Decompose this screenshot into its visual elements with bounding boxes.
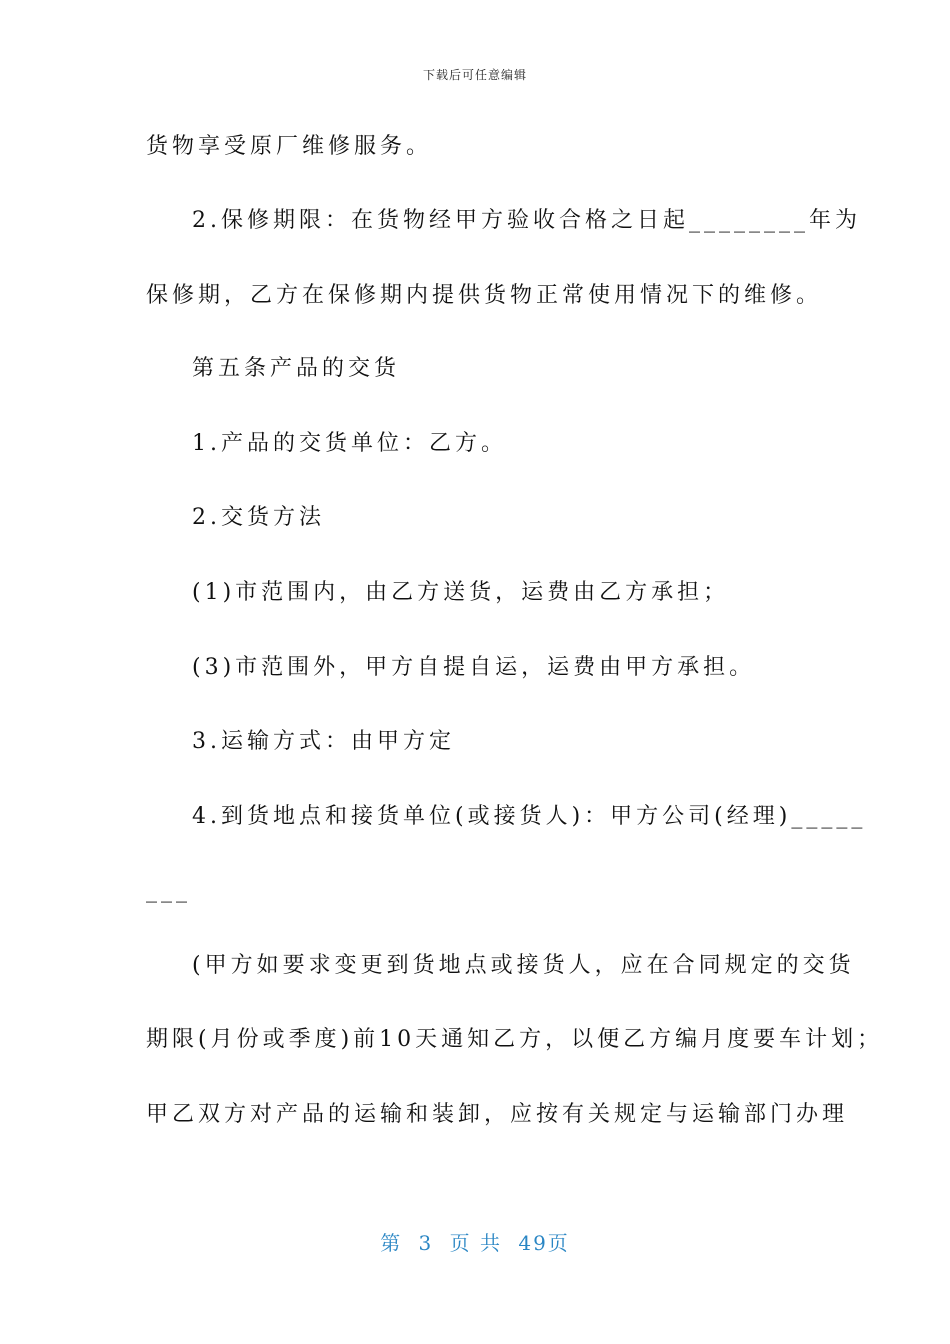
- body-line-5: 1.产品的交货单位：乙方。: [192, 431, 507, 456]
- body-line-10: 4.到货地点和接货单位(或接货人)：甲方公司(经理)_____: [192, 804, 867, 829]
- section-heading: 第五条产品的交货: [192, 356, 401, 381]
- body-line-14: 甲乙双方对产品的运输和装卸，应按有关规定与运输部门办理: [146, 1102, 849, 1127]
- body-line-2: 2.保修期限：在货物经甲方验收合格之日起________年为: [192, 208, 861, 233]
- footer-current-page: 3: [418, 1231, 434, 1255]
- footer-total-pages: 49页: [518, 1231, 570, 1255]
- body-line-1: 货物享受原厂维修服务。: [146, 134, 433, 159]
- body-line-13: 期限(月份或季度)前10天通知乙方，以便乙方编月度要车计划；: [146, 1027, 884, 1052]
- body-line-9: 3.运输方式：由甲方定: [192, 729, 455, 754]
- body-line-11: ___: [146, 878, 191, 903]
- page-header-note: 下载后可任意编辑: [422, 68, 527, 82]
- body-line-3: 保修期，乙方在保修期内提供货物正常使用情况下的维修。: [146, 283, 823, 308]
- page-footer: [0, 1227, 950, 1256]
- footer-middle: 页 共: [449, 1231, 502, 1255]
- footer-prefix: 第: [380, 1231, 403, 1255]
- body-line-8: (3)市范围外，甲方自提自运，运费由甲方承担。: [192, 655, 756, 680]
- body-line-12: (甲方如要求变更到货地点或接货人，应在合同规定的交货: [192, 953, 855, 978]
- body-line-6: 2.交货方法: [192, 505, 325, 530]
- body-line-7: (1)市范围内，由乙方送货，运费由乙方承担；: [192, 580, 730, 605]
